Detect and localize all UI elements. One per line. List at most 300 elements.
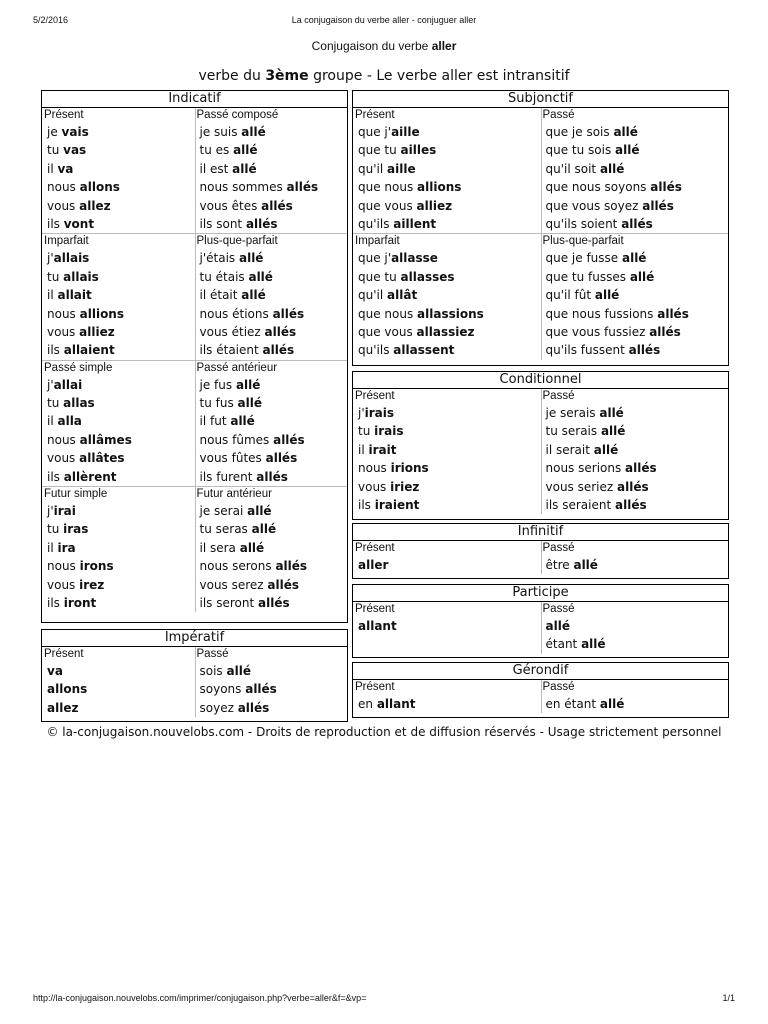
conjugation-left bbox=[353, 215, 541, 233]
conj-form: allait bbox=[57, 288, 92, 303]
conjugation-row bbox=[42, 305, 347, 323]
mood-box-infinitif bbox=[352, 523, 729, 579]
conj-prefix: je serais bbox=[545, 406, 600, 420]
mood-box-conditionnel bbox=[352, 371, 729, 520]
conj-form: allé bbox=[239, 540, 265, 555]
tense-block bbox=[42, 108, 347, 233]
conj-prefix: je serai bbox=[199, 504, 248, 519]
conj-prefix: vous bbox=[47, 324, 80, 339]
conj-prefix: nous bbox=[47, 432, 80, 447]
conj-form: allés bbox=[275, 559, 308, 574]
conj-prefix: nous fûmes bbox=[199, 432, 274, 447]
conj-prefix: en étant bbox=[545, 697, 600, 711]
conj-form: allé bbox=[613, 125, 638, 139]
conj-prefix: que tu bbox=[358, 143, 401, 158]
conj-form: irais bbox=[374, 424, 404, 439]
conj-prefix: vous fûtes bbox=[199, 451, 266, 466]
conj-form: allais bbox=[63, 269, 99, 284]
conj-form: allés bbox=[273, 432, 305, 447]
conj-form: allez bbox=[47, 700, 79, 715]
conj-prefix: vous seriez bbox=[545, 479, 618, 494]
conjugation-row bbox=[353, 123, 728, 141]
conj-form: aille bbox=[391, 125, 420, 139]
conjugation-left bbox=[353, 695, 541, 713]
tense-label-left: Présent bbox=[355, 109, 395, 121]
conj-prefix: vous bbox=[47, 451, 80, 466]
conj-form: allant bbox=[358, 619, 397, 633]
conjugation-right bbox=[541, 695, 729, 713]
tense-label-right: Passé bbox=[196, 648, 229, 660]
conjugation-row bbox=[42, 215, 347, 233]
conjugation-row bbox=[353, 496, 728, 514]
conj-form: allé bbox=[600, 424, 626, 439]
conj-prefix: tu bbox=[358, 424, 375, 439]
conjugation-row bbox=[353, 178, 728, 196]
conjugation-left bbox=[42, 305, 195, 323]
conj-prefix: vous serez bbox=[199, 577, 268, 592]
conj-form: allant bbox=[376, 697, 416, 711]
conjugation-left bbox=[353, 178, 541, 196]
conj-form: allé bbox=[573, 558, 598, 572]
conj-form: irons bbox=[79, 559, 114, 574]
conj-form: allés bbox=[245, 682, 277, 697]
conj-form: allés bbox=[657, 306, 689, 321]
conj-form: irait bbox=[368, 442, 397, 457]
conjugation-left bbox=[42, 662, 195, 680]
conj-form: allés bbox=[649, 324, 681, 339]
conjugation-row bbox=[353, 695, 728, 713]
tense-header bbox=[42, 487, 347, 502]
conj-prefix: tu bbox=[47, 143, 64, 158]
conjugation-left bbox=[353, 341, 541, 359]
title-verb: aller bbox=[431, 39, 457, 53]
conjugation-left bbox=[42, 594, 195, 612]
conj-form: iras bbox=[63, 522, 89, 537]
conj-prefix: tu fus bbox=[199, 396, 238, 411]
conj-form: allasse bbox=[391, 251, 438, 266]
conj-prefix: nous bbox=[358, 461, 391, 476]
conj-form: iriez bbox=[390, 479, 420, 494]
conj-form: allé bbox=[230, 414, 255, 429]
conjugation-left bbox=[353, 323, 541, 341]
conj-form: allât bbox=[387, 288, 418, 303]
conj-form: allé bbox=[545, 619, 570, 633]
conj-prefix: je bbox=[47, 125, 62, 139]
conjugation-right bbox=[541, 286, 729, 304]
conj-form: ailles bbox=[400, 143, 437, 158]
conjugation-row bbox=[353, 617, 728, 635]
conjugation-right bbox=[195, 520, 348, 538]
conj-prefix: je suis bbox=[199, 125, 242, 139]
conjugation-right bbox=[195, 468, 348, 486]
conjugation-right bbox=[541, 268, 729, 286]
conjugation-right bbox=[541, 123, 729, 141]
conjugation-left bbox=[353, 197, 541, 215]
conj-form: allés bbox=[262, 343, 295, 358]
conjugation-right bbox=[195, 662, 348, 680]
conj-form: allé bbox=[233, 143, 258, 158]
conj-form: allèrent bbox=[63, 469, 117, 484]
conjugation-right bbox=[195, 412, 348, 430]
conj-prefix: tu étais bbox=[199, 269, 249, 284]
conj-prefix: que nous bbox=[358, 180, 418, 195]
tense-block bbox=[353, 541, 728, 574]
conj-prefix: soyons bbox=[199, 682, 246, 697]
conj-form: irai bbox=[53, 504, 76, 519]
conj-prefix: il est bbox=[199, 161, 233, 176]
conj-prefix: que je sois bbox=[545, 125, 614, 139]
conjugation-right bbox=[541, 556, 729, 574]
conj-form: irais bbox=[364, 406, 395, 420]
conjugation-left bbox=[42, 123, 195, 141]
conjugation-left bbox=[42, 178, 195, 196]
conjugation-right bbox=[195, 141, 348, 159]
conj-form: allés bbox=[272, 306, 305, 321]
conj-prefix: ils furent bbox=[199, 469, 257, 484]
conjugation-right bbox=[195, 249, 348, 267]
conj-prefix: ils sont bbox=[199, 216, 246, 231]
conj-prefix: il bbox=[358, 442, 369, 457]
conj-form: allé bbox=[247, 504, 272, 519]
conj-form: allés bbox=[264, 324, 297, 339]
conj-prefix: qu'il bbox=[358, 161, 388, 176]
tense-block bbox=[42, 486, 347, 612]
conj-form: allâmes bbox=[79, 432, 132, 447]
conjugation-left bbox=[42, 160, 195, 178]
conj-prefix: ils bbox=[47, 216, 64, 231]
conjugation-row bbox=[42, 178, 347, 196]
conj-prefix: tu es bbox=[199, 143, 234, 158]
conjugation-row bbox=[42, 468, 347, 486]
conj-form: allé bbox=[593, 442, 619, 457]
conjugation-left bbox=[42, 412, 195, 430]
conjugation-left bbox=[42, 449, 195, 467]
conj-form: allé bbox=[581, 637, 606, 652]
conj-prefix: tu bbox=[47, 269, 64, 284]
conj-form: allai bbox=[53, 377, 83, 392]
conj-prefix: qu'ils bbox=[358, 343, 394, 358]
conj-prefix: j' bbox=[358, 406, 365, 420]
conjugation-row bbox=[42, 502, 347, 520]
conjugation-left bbox=[42, 323, 195, 341]
conjugation-left bbox=[42, 680, 195, 698]
conj-prefix: qu'ils bbox=[358, 216, 394, 231]
conj-prefix: étant bbox=[545, 637, 582, 652]
mood-box-indicatif bbox=[41, 90, 348, 623]
tense-label-left: Présent bbox=[355, 681, 395, 693]
conjugation-row bbox=[42, 268, 347, 286]
conj-prefix: en bbox=[358, 697, 377, 711]
conj-prefix: nous serions bbox=[545, 461, 626, 476]
subtitle-group: 3ème bbox=[265, 68, 309, 84]
conj-form: va bbox=[57, 161, 74, 176]
conj-prefix: qu'il fût bbox=[545, 288, 595, 303]
conjugation-row bbox=[42, 123, 347, 141]
conjugation-left bbox=[353, 286, 541, 304]
conjugation-left bbox=[42, 468, 195, 486]
conjugation-right bbox=[195, 576, 348, 594]
conjugation-row bbox=[353, 249, 728, 267]
conj-form: va bbox=[47, 664, 63, 678]
conj-form: allé bbox=[237, 396, 262, 411]
mood-title: Subjonctif bbox=[353, 91, 728, 108]
conj-prefix: vous bbox=[47, 577, 80, 592]
conjugation-row bbox=[42, 160, 347, 178]
tense-label-left: Imparfait bbox=[44, 235, 89, 248]
conj-form: allé bbox=[248, 269, 273, 284]
conjugation-left bbox=[353, 422, 541, 440]
conjugation-right bbox=[541, 141, 729, 159]
conj-form: allâtes bbox=[79, 451, 125, 466]
conj-prefix: que j' bbox=[358, 125, 392, 139]
conjugation-left bbox=[42, 197, 195, 215]
conjugation-right bbox=[541, 459, 729, 477]
conjugation-right bbox=[195, 123, 348, 141]
print-url: http://la-conjugaison.nouvelobs.com/imprimer/conjugaison.php?verbe=aller&f=&vp= bbox=[33, 993, 367, 1003]
conj-form: vont bbox=[63, 216, 95, 231]
conjugation-left bbox=[42, 286, 195, 304]
conjugation-right bbox=[541, 404, 729, 422]
tense-label-left: Présent bbox=[44, 648, 84, 660]
conj-prefix: que tu sois bbox=[545, 143, 616, 158]
conj-prefix: nous serons bbox=[199, 559, 276, 574]
conj-prefix: vous étiez bbox=[199, 324, 265, 339]
conj-form: aille bbox=[387, 161, 416, 176]
conj-prefix: sois bbox=[199, 664, 227, 678]
conjugation-right bbox=[541, 160, 729, 178]
conj-form: allé bbox=[594, 288, 620, 303]
conj-form: vais bbox=[61, 125, 89, 139]
conj-prefix: que j' bbox=[358, 251, 392, 266]
conj-form: ira bbox=[57, 540, 76, 555]
conjugation-row bbox=[353, 268, 728, 286]
conj-form: allés bbox=[615, 497, 647, 512]
conjugation-left bbox=[42, 539, 195, 557]
conjugation-right bbox=[541, 635, 729, 653]
tense-label-right: Plus-que-parfait bbox=[542, 235, 624, 248]
conj-form: allé bbox=[621, 251, 647, 266]
conj-form: aillent bbox=[393, 216, 437, 231]
conjugation-left bbox=[353, 123, 541, 141]
conjugation-left bbox=[353, 617, 541, 635]
conj-form: allés bbox=[625, 461, 657, 476]
conjugation-right bbox=[195, 557, 348, 575]
conjugation-right bbox=[195, 539, 348, 557]
tense-header bbox=[42, 361, 347, 376]
tense-header bbox=[353, 541, 728, 556]
conj-prefix: il bbox=[47, 414, 58, 429]
conjugation-right bbox=[195, 699, 348, 717]
conjugation-right bbox=[541, 496, 729, 514]
conj-prefix: qu'ils fussent bbox=[545, 343, 629, 358]
conjugation-right bbox=[541, 178, 729, 196]
print-date: 5/2/2016 bbox=[33, 15, 69, 25]
conjugation-left bbox=[42, 268, 195, 286]
conj-form: allés bbox=[237, 700, 270, 715]
conjugation-row bbox=[353, 323, 728, 341]
conj-prefix: que tu bbox=[358, 269, 401, 284]
tense-label-right: Futur antérieur bbox=[196, 488, 272, 501]
conjugation-left bbox=[353, 441, 541, 459]
tense-label-right: Passé composé bbox=[196, 109, 279, 121]
page-subtitle bbox=[0, 68, 768, 84]
conj-form: allé bbox=[226, 664, 251, 678]
conj-prefix: ils seront bbox=[199, 595, 259, 610]
conj-prefix: ils étaient bbox=[199, 343, 263, 358]
conjugation-row bbox=[353, 404, 728, 422]
conj-form: allas bbox=[63, 396, 95, 411]
conj-form: allions bbox=[79, 306, 124, 321]
conjugation-right bbox=[195, 341, 348, 359]
conj-prefix: vous bbox=[47, 198, 80, 213]
conjugation-right bbox=[541, 441, 729, 459]
tense-block bbox=[353, 680, 728, 713]
conjugation-right bbox=[195, 268, 348, 286]
conj-form: allons bbox=[79, 180, 120, 195]
title-prefix: Conjugaison du verbe bbox=[311, 39, 432, 53]
mood-title: Infinitif bbox=[353, 524, 728, 541]
conjugation-right bbox=[541, 341, 729, 359]
conjugation-left bbox=[42, 341, 195, 359]
copyright-notice: © la-conjugaison.nouvelobs.com - Droits de reproduction et de diffusion réservés - Usage strictement personnel bbox=[46, 725, 722, 739]
conj-prefix: que nous soyons bbox=[545, 180, 651, 195]
conj-prefix: il fut bbox=[199, 414, 231, 429]
tense-label-right: Plus-que-parfait bbox=[196, 235, 278, 248]
conj-prefix: il sera bbox=[199, 540, 240, 555]
conj-prefix: nous bbox=[47, 559, 80, 574]
conjugation-left bbox=[42, 576, 195, 594]
conj-form: allés bbox=[258, 595, 290, 610]
conjugation-right bbox=[195, 394, 348, 412]
page-title bbox=[0, 39, 768, 53]
conj-prefix: il bbox=[47, 288, 58, 303]
conj-form: allasses bbox=[400, 269, 455, 284]
conjugation-left bbox=[42, 502, 195, 520]
conjugation-row bbox=[353, 341, 728, 359]
conj-form: iront bbox=[63, 595, 97, 610]
conjugation-row bbox=[353, 305, 728, 323]
conjugation-left bbox=[42, 557, 195, 575]
conj-form: allions bbox=[417, 180, 462, 195]
conjugation-right bbox=[541, 305, 729, 323]
conj-prefix: ils bbox=[47, 469, 64, 484]
conj-form: alliez bbox=[79, 324, 115, 339]
conj-form: allés bbox=[265, 451, 298, 466]
tense-block bbox=[353, 602, 728, 654]
conjugation-left bbox=[42, 376, 195, 394]
conjugation-row bbox=[42, 286, 347, 304]
conj-prefix: j' bbox=[47, 251, 54, 266]
print-header-title: La conjugaison du verbe aller - conjuguer aller bbox=[291, 15, 477, 25]
conj-form: allé bbox=[241, 288, 266, 303]
conj-form: allé bbox=[615, 143, 640, 158]
conj-prefix: j'étais bbox=[199, 251, 239, 266]
conjugation-row bbox=[353, 556, 728, 574]
conjugation-left bbox=[42, 141, 195, 159]
tense-label-left: Présent bbox=[355, 603, 395, 615]
conj-form: aller bbox=[358, 558, 389, 572]
conjugation-left bbox=[353, 141, 541, 159]
mood-box-participe bbox=[352, 584, 729, 658]
conj-form: allassent bbox=[393, 343, 455, 358]
tense-block bbox=[42, 233, 347, 359]
tense-block bbox=[42, 360, 347, 486]
conjugation-right bbox=[541, 249, 729, 267]
conjugation-left bbox=[353, 404, 541, 422]
conj-prefix: que vous bbox=[358, 198, 417, 213]
conj-form: allé bbox=[235, 377, 261, 392]
conj-form: allé bbox=[629, 269, 655, 284]
mood-title: Participe bbox=[353, 585, 728, 602]
conjugation-left bbox=[353, 249, 541, 267]
conjugation-right bbox=[541, 215, 729, 233]
conjugation-right bbox=[195, 305, 348, 323]
conjugation-right bbox=[195, 680, 348, 698]
conjugation-row bbox=[353, 215, 728, 233]
conj-form: irions bbox=[390, 461, 429, 476]
conjugation-row bbox=[353, 459, 728, 477]
conj-form: allé bbox=[599, 406, 624, 420]
conjugation-row bbox=[42, 141, 347, 159]
tense-label-right: Passé antérieur bbox=[196, 361, 278, 374]
tense-label-right: Passé bbox=[542, 542, 575, 554]
conjugation-row bbox=[42, 449, 347, 467]
conjugation-left bbox=[42, 699, 195, 717]
conj-form: allés bbox=[628, 343, 661, 358]
conj-prefix: qu'ils soient bbox=[545, 216, 622, 231]
tense-header bbox=[42, 234, 347, 249]
conjugation-left bbox=[353, 478, 541, 496]
conjugation-left bbox=[42, 520, 195, 538]
conj-prefix: ils bbox=[47, 343, 64, 358]
conjugation-left bbox=[42, 394, 195, 412]
conjugation-row bbox=[353, 286, 728, 304]
conjugation-left bbox=[353, 305, 541, 323]
conjugation-row bbox=[42, 431, 347, 449]
conj-prefix: vous êtes bbox=[199, 198, 262, 213]
conj-form: allés bbox=[286, 180, 319, 195]
tense-label-right: Passé bbox=[542, 603, 575, 615]
conj-prefix: il bbox=[47, 161, 58, 176]
conjugation-left bbox=[353, 496, 541, 514]
mood-box-imperatif bbox=[41, 629, 348, 722]
conj-form: allé bbox=[599, 697, 625, 711]
conj-prefix: ils bbox=[47, 595, 64, 610]
tense-label-right: Passé bbox=[542, 390, 575, 402]
conj-prefix: ils bbox=[358, 497, 375, 512]
page-number: 1/1 bbox=[722, 993, 735, 1003]
conj-prefix: tu bbox=[47, 522, 64, 537]
conjugation-row bbox=[42, 699, 347, 717]
mood-box-gerondif bbox=[352, 662, 729, 718]
conjugation-row bbox=[353, 478, 728, 496]
conj-form: allassions bbox=[417, 306, 484, 321]
conjugation-right bbox=[195, 160, 348, 178]
conj-form: allaient bbox=[63, 343, 115, 358]
conjugation-right bbox=[195, 323, 348, 341]
conj-prefix: que tu fusses bbox=[545, 269, 630, 284]
conj-prefix: qu'il bbox=[358, 288, 388, 303]
tense-label-right: Passé bbox=[542, 109, 575, 121]
conj-form: irez bbox=[79, 577, 105, 592]
conjugation-right bbox=[195, 431, 348, 449]
tense-block bbox=[42, 647, 347, 717]
tense-block bbox=[353, 389, 728, 514]
conj-prefix: il bbox=[47, 540, 58, 555]
conjugation-row bbox=[42, 576, 347, 594]
conjugation-row bbox=[42, 680, 347, 698]
conjugation-row bbox=[42, 520, 347, 538]
